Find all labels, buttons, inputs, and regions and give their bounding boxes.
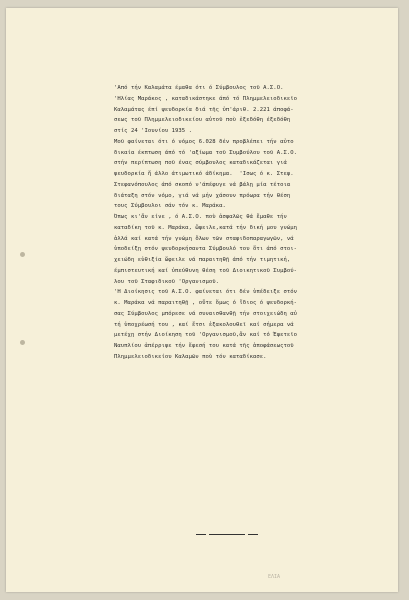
text-line: τή ὑποχρέωσή του , καί ἔτσι ἐξακολουθεῖ καί σήμερα νά xyxy=(114,321,294,328)
text-line: στήν περίπτωση ποῦ ένας σύμβουλος καταδικάζεται γιά xyxy=(114,160,287,167)
text-line: Στεφανόπουλος άπό σκοπό ν'άπέφυγε νά βάλῃ μία τέτοια xyxy=(114,181,291,188)
end-separator xyxy=(196,532,258,538)
text-line: σας Σύμβουλος μπόρεσε νά συναισθανθῇ τήν στοιχειώδη αὐ xyxy=(114,310,298,317)
text-line: Όπως κι'ἄν είνε , ό Α.Σ.Ο. ποὺ ἀσφαλῶς θά ἔμαθε τήν xyxy=(114,214,287,220)
text-line: σεως τοῦ Πλημμελειοδικείου αὐτοῦ ποὺ ἐξεδόθη έξεδόθη xyxy=(114,117,291,124)
text-line: χειώδη εὐθιξία ὤφειλε νά παραιτηθῇ άπό τήν τιμητική, xyxy=(114,257,291,263)
letter-body xyxy=(114,83,396,363)
text-line: 'Η Διοίκησις τοῦ Α.Σ.Ο. φαίνεται ότι δέν ὑπέδειξε στόν xyxy=(114,289,298,296)
document-page xyxy=(6,8,398,592)
text-line: 'Ηλίας Μαράκος , καταδικάστηκε άπό τό Πλημμελειοδικεῖο xyxy=(114,95,298,102)
separator-dash xyxy=(196,534,206,535)
text-line: Μοῦ φαίνεται ότι ό νόμος 6.028 δέν προβλέπει τήν αὐτο xyxy=(114,138,294,145)
text-line: δικαία έκπτωση άπό τό 'αξίωμα τοῦ Συμβούλου τοῦ Α.Σ.Ο. xyxy=(114,149,298,156)
text-line: έμπιστευτική καί ὑπεύθυνη θέση τοῦ Διοικητικοῦ Συμβού- xyxy=(114,267,298,274)
text-line: μετέχῃ στήν Διοίκηση τοῦ 'Οργανισμοῦ,ἄν καί τό Έφετεῖο xyxy=(114,332,298,339)
text-line: ἀλλά καί κατά τήν γνώμη ὅλων τῶν σταφιδοπαραγωγῶν, νά xyxy=(114,235,294,242)
text-line: ψευδορκία ἤ άλλο άτιμωτικό άδίκημα. 'Ισως ό κ. Στεφ. xyxy=(114,171,294,177)
text-line: Καλαμάτας έπί ψευδορκία διά τῆς ὑπ'άριθ. 2.221 άποφά- xyxy=(114,106,294,113)
text-line: Πλημμελειοδικείου Καλαμῶν ποὺ τόν καταδίκασε. xyxy=(114,353,267,360)
text-line: καταδίκη τοῦ κ. Μαράκα, ὤφειλε,κατά τήν δική μου γνώμη xyxy=(114,224,298,231)
text-line: ὑποδείξῃ στόν ψευδορκήσαντα Σύμβουλό του ὅτι άπό στοι- xyxy=(114,246,298,253)
text-line: τους Σύμβουλοι σάν τόν κ. Μαράκα. xyxy=(114,203,226,210)
separator-dash xyxy=(209,534,245,535)
punch-hole xyxy=(20,340,25,345)
text-line: Ναυπλίου ἀπέρριψε τήν ἔφεσή του κατά τῆς ἀποφάσεωςτοῦ xyxy=(114,343,294,349)
text-line: λου τοῦ Σταφιδικοῦ 'Οργανισμοῦ. xyxy=(114,278,220,285)
archive-mark: ΕΛΙΑ xyxy=(268,574,281,580)
text-line: 'Από τήν Καλαμάτα έμαθα ότι ό Σύμβουλος τοῦ Α.Σ.Ο. xyxy=(114,85,284,91)
text-line: διάταξη στόν νόμο, γιά νά μήν χάσουν πρόωρα τήν θέση xyxy=(114,192,291,199)
punch-hole xyxy=(20,252,25,257)
separator-dash xyxy=(248,534,258,535)
text-line: κ. Μαράκα νά παραιτηθῇ , οὔτε ὅμως ό ἴδιος ό ψευδορκή- xyxy=(114,300,298,306)
text-line: στίς 24 'Ιουνίου 1935 . xyxy=(114,128,192,134)
